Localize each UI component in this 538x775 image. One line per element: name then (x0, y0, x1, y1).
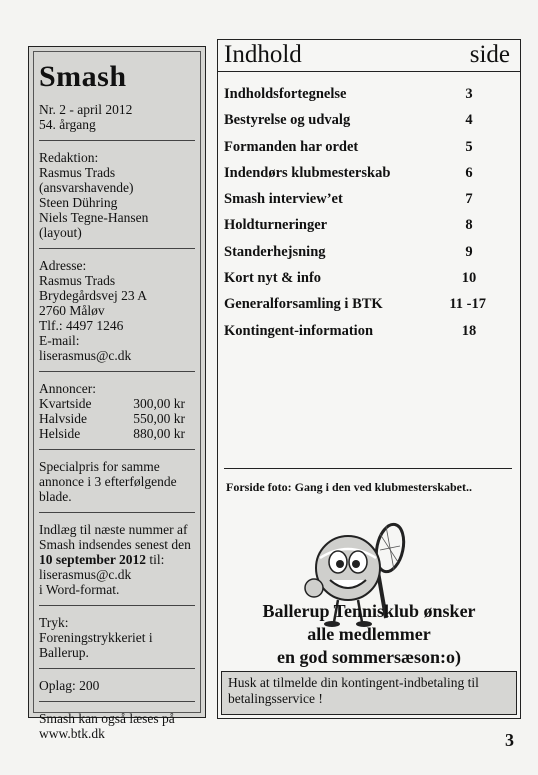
editorial-line: Redaktion: (39, 150, 99, 165)
masthead-title: Smash (39, 60, 127, 93)
contents-entry (224, 189, 520, 215)
issue-number: Nr. 2 - april 2012 (39, 102, 133, 117)
contents-entry-page: 7 (465, 191, 473, 208)
contents-entry (224, 84, 520, 110)
photo-credit: Forside foto: Gang i den ved klubmesterskabet.. (226, 480, 472, 494)
contents-entry-title: Standerhejsning (224, 243, 326, 260)
editorial-line: Steen Dühring (39, 195, 118, 210)
print-line: Tryk: (39, 615, 69, 630)
ad-price-row (39, 426, 195, 441)
club-greeting-line: alle medlemmer (307, 624, 431, 644)
ad-size: Kvartside (39, 396, 92, 411)
ad-price: 300,00 kr (133, 396, 185, 411)
contents-entry-page: 5 (465, 138, 473, 155)
volume: 54. årgang (39, 117, 96, 132)
contents-entry (224, 242, 520, 268)
ad-price-row (39, 396, 195, 411)
contents-entry-title: Kontingent-information (224, 322, 374, 339)
submission-email: liserasmus@c.dk (39, 567, 132, 582)
submission-info (39, 520, 195, 606)
contents-entry-page: 8 (465, 217, 473, 234)
ad-size: Halvside (39, 411, 87, 426)
editorial-line: Niels Tegne-Hansen (39, 210, 149, 225)
contents-entry (224, 215, 520, 241)
online-line: Smash kan også læses på (39, 711, 175, 726)
club-greeting-line: en god sommersæson:o) (277, 647, 461, 667)
contents-heading: Indhold (224, 41, 302, 68)
contents-entry-title: Kort nyt & info (224, 270, 322, 287)
contents-entry-title: Indendørs klubmesterskab (224, 164, 391, 181)
contents-entry-page: 11 -17 (449, 296, 486, 313)
page-column-heading: side (469, 41, 510, 68)
contents-entry (224, 321, 520, 347)
submission-line: Indlæg til næste nummer af (39, 522, 188, 537)
contents-entry-page: 4 (465, 112, 473, 129)
masthead-panel (28, 46, 206, 741)
ad-price-row (39, 411, 195, 426)
membership-payment-notice: Husk at tilmelde din kontingent-indbetaling til betalingsservice ! (221, 671, 517, 715)
contents-entry-page: 18 (461, 322, 477, 339)
submission-deadline: 10 september 2012 (39, 552, 146, 567)
submission-line: Smash indsendes senest den (39, 537, 191, 552)
contents-entry (224, 110, 520, 136)
contents-entry (224, 163, 520, 189)
email-address: liserasmus@c.dk (39, 348, 132, 363)
circulation: Oplag: 200 (39, 678, 100, 693)
special-line: blade. (39, 489, 72, 504)
contents-entry (224, 294, 520, 320)
contents-panel (217, 39, 521, 719)
contents-entry-page: 10 (461, 270, 477, 287)
contents-entry-title: Formanden har ordet (224, 138, 359, 155)
editorial-line: (layout) (39, 225, 82, 240)
address-line: Tlf.: 4497 1246 (39, 318, 124, 333)
contents-header (218, 40, 520, 72)
club-greeting (218, 600, 520, 669)
special-line: annonce i 3 efterfølgende (39, 474, 177, 489)
special-line: Specialpris for samme (39, 459, 160, 474)
page-number: 3 (505, 730, 514, 750)
editorial-line: Rasmus Trads (39, 165, 116, 180)
editorial-line: (ansvarshavende) (39, 180, 134, 195)
contents-entry-title: Indholdsfortegnelse (224, 86, 347, 102)
address-info (39, 256, 195, 372)
circulation-info (39, 676, 195, 702)
contents-entry-page: 6 (465, 164, 473, 181)
website-url: www.btk.dk (39, 726, 105, 741)
address-line: Brydegårdsvej 23 A (39, 288, 147, 303)
submission-deadline-line (39, 552, 195, 567)
address-line: Adresse: (39, 258, 87, 273)
ad-price: 550,00 kr (133, 411, 185, 426)
contents-entry-title: Bestyrelse og udvalg (224, 112, 351, 129)
masthead-panel-inner (33, 51, 201, 741)
address-line: E-mail: (39, 333, 80, 348)
online-info (39, 709, 195, 749)
issue-info (39, 100, 195, 141)
ad-prices-heading: Annoncer: (39, 381, 96, 396)
ad-prices (39, 379, 195, 450)
contents-entry (224, 137, 520, 163)
contents-entry-title: Generalforsamling i BTK (224, 296, 383, 313)
submission-format: i Word-format. (39, 582, 120, 597)
ad-price: 880,00 kr (133, 426, 185, 441)
contents-list (218, 72, 520, 347)
contents-entry-title: Holdturneringer (224, 217, 328, 234)
special-price-info (39, 457, 195, 513)
section-divider (224, 468, 512, 469)
address-line: 2760 Måløv (39, 303, 105, 318)
print-line: Foreningstrykkeriet i (39, 630, 153, 645)
editorial-info (39, 148, 195, 249)
contents-entry-title: Smash interview’et (224, 191, 343, 208)
contents-entry-page: 3 (465, 86, 473, 102)
club-greeting-line: Ballerup Tennisklub ønsker (262, 601, 476, 621)
print-info (39, 613, 195, 669)
ad-size: Helside (39, 426, 81, 441)
print-line: Ballerup. (39, 645, 89, 660)
contents-entry-page: 9 (465, 243, 473, 260)
submission-deadline-suffix: til: (146, 552, 165, 567)
address-line: Rasmus Trads (39, 273, 116, 288)
contents-entry (224, 268, 520, 294)
